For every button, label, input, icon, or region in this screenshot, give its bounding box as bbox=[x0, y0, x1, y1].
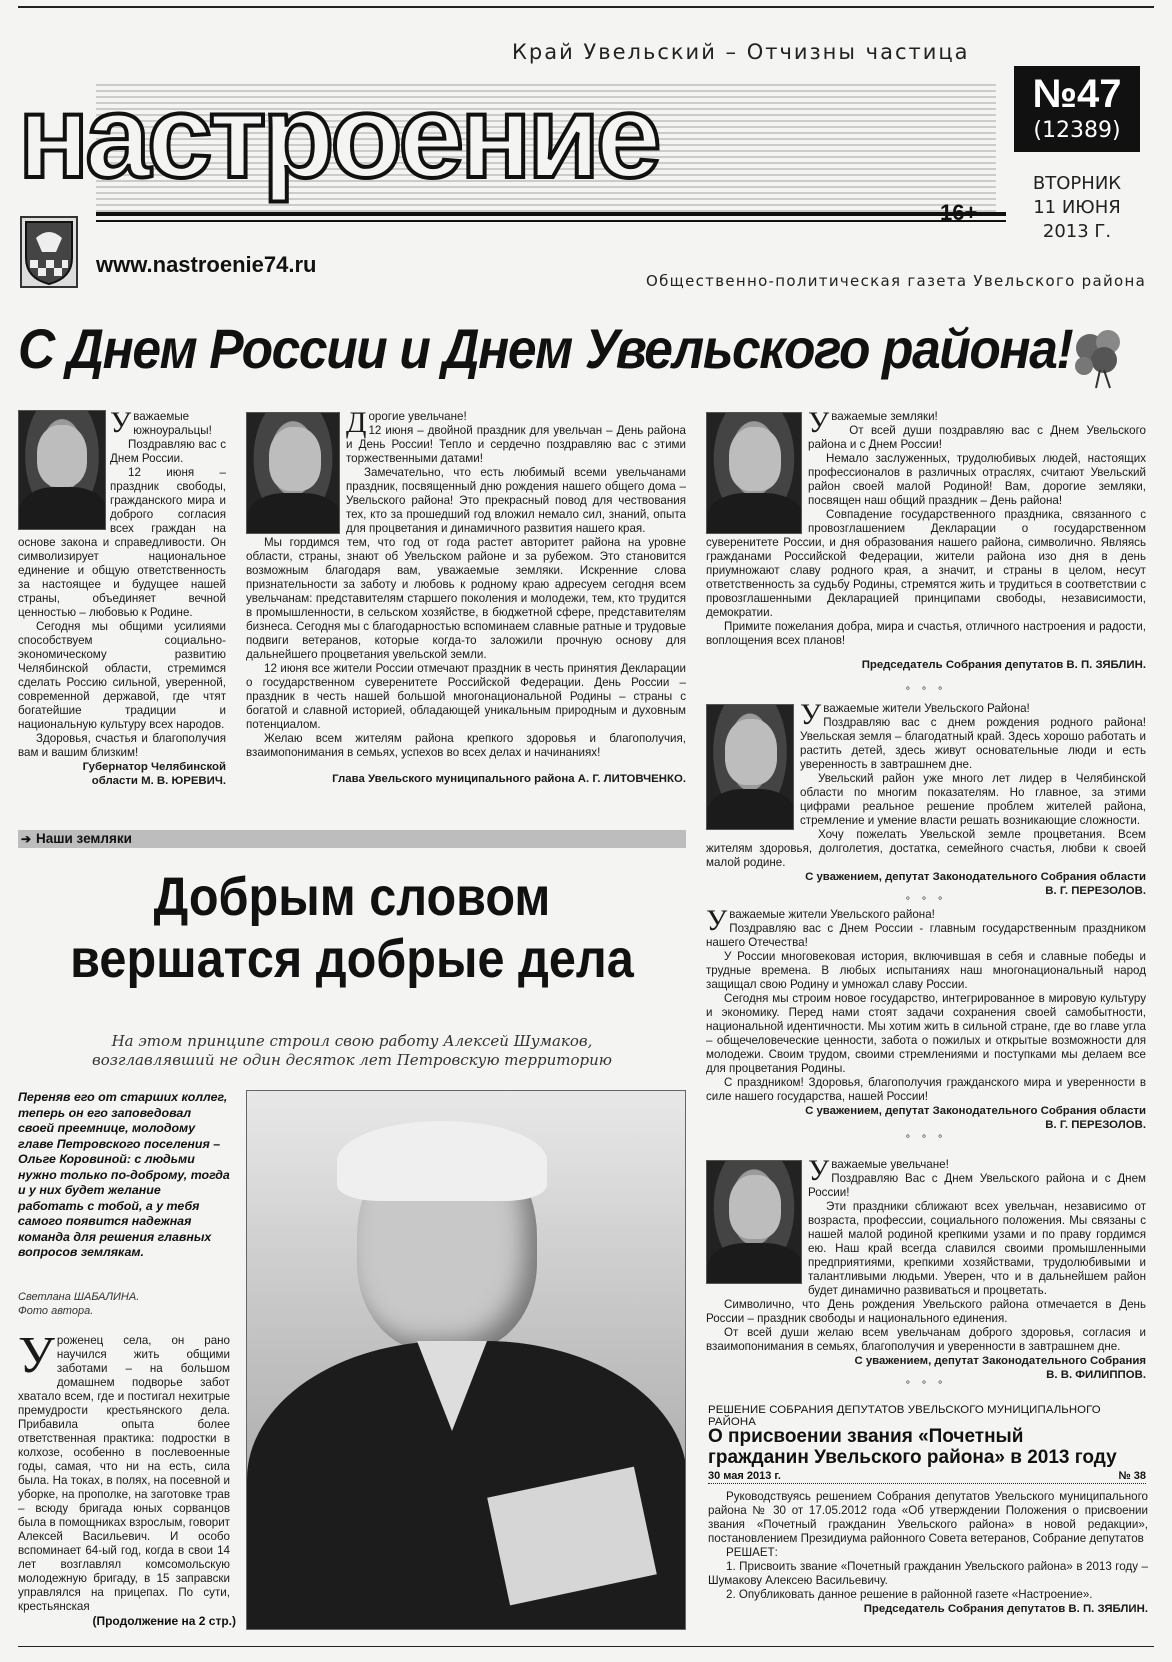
feature-body: Уроженец села, он рано научился жить общими заботами – на большом домашнем подворье забот хватало всем, где и постигал нехитрые премудрости крестьянского дела. Прибавила опыта более ответственная практика: подростки в колхозе, особенно в послевоенные годы, самая, что ни на есть, сила была. На токах, в полях, на посевной и уборке, на прополке, на заготовке трав – всюду бригада юных сорванцов была в помощниках взрослым, говорит Алексей Васильевич. И особо вспоминает 64-ый год, когда в свои 14 лет возглавлял комсомольскую молодежную бригаду, в 15 заправски управлялся на прицепах. По сути, крестьянская bbox=[18, 1327, 230, 1613]
flowers-decoration bbox=[1060, 320, 1140, 390]
masthead-subtitle: Общественно-политическая газета Увельского района bbox=[646, 272, 1147, 290]
issue-total: (12389) bbox=[1033, 118, 1121, 143]
decision-signature: Председатель Собрания депутатов В. П. ЗЯБЛИН. bbox=[863, 1603, 1148, 1615]
district-emblem bbox=[20, 216, 78, 288]
newspaper-logo: настроение bbox=[18, 71, 658, 203]
issue-box bbox=[1014, 66, 1140, 152]
separator-dots: ° ° ° bbox=[905, 686, 947, 697]
signature-filippov: С уважением, депутат Законодательного Собрания В. В. ФИЛИППОВ. bbox=[854, 1355, 1146, 1381]
website-url[interactable]: www.nastroenie74.ru bbox=[96, 252, 317, 277]
bottom-rule bbox=[18, 1646, 1154, 1647]
greeting-deputies-chairman: Уважаемые земляки! От всей души поздравляю вас с Днем Увельского района и с Днем России! Немало заслуженных, трудолюбивых людей, настоящих профессионалов в различных отраслях, считают Увельский район своей малой Родиной! Вам, дорогие земляки, посвящен наш общий праздник – День района! Совпадение государственного праздника, связанного с провозглашением Декларации о государственном суверенитете России, и дня образования нашего района, символично. Являясь гражданами Российской Федерации, жители района изо дня в день приумножают славу родного края, а значит, и страны в целом, несут ответственность за судьбу Родины, стремятся жить и трудиться в соответствии с провозглашенными Декларацией принципами свободы, независимости, демократии. Примите пожелания добра, мира и счастья, отличного настроения и радости, воплощения всех планов! Председатель Собрания депутатов В. П. ЗЯБЛИН. bbox=[706, 406, 1146, 671]
continued-note[interactable]: (Продолжение на 2 стр.) bbox=[92, 1614, 236, 1628]
signature-governor: Губернатор Челябинской области М. В. ЮРЕВИЧ. bbox=[82, 761, 226, 787]
author: Светлана ШАБАЛИНА. bbox=[18, 1291, 140, 1303]
logo-underline bbox=[96, 212, 1006, 216]
issue-date bbox=[1014, 172, 1140, 244]
greeting-perezolov-district: Уважаемые жители Увельского Района! Поздравляю вас с днем рождения родного района! Увельская земля – благодатный край. Здесь хорошо работать и растить детей, здесь живут основательные люди и есть уверенность в завтрашнем дне. Увельский район уже много лет лидер в Челябинской области по многим показателям. Но главное, за этими цифрами реальное решение проблем жителей района, стремление и умение власти решать возникающие сложности. Хочу пожелать Увельской земле процветания. Всем жителям здоровья, долголетия, достатка, семейного счастья, любви к своей малой родине. С уважением, депутат Законодательного Собрания области В. Г. ПЕРЕЗОЛОВ. bbox=[706, 698, 1146, 897]
decision-meta bbox=[708, 1470, 1146, 1484]
feature-title: Добрым словом вершатся добрые дела bbox=[70, 867, 634, 989]
decision-title: О присвоении звания «Почетный гражданин Увельского района» в 2013 году bbox=[708, 1426, 1117, 1468]
photo-credit: Фото автора. bbox=[18, 1305, 94, 1317]
photo-shumakov bbox=[246, 1090, 686, 1630]
issue-year: 2013 Г. bbox=[1042, 221, 1112, 242]
decision-date: 30 мая 2013 г. bbox=[708, 1470, 785, 1482]
flowers-icon bbox=[1060, 320, 1140, 390]
decision-number: № 38 bbox=[1114, 1470, 1146, 1482]
signature-litovchenko: Глава Увельского муниципального района А. Г. ЛИТОВЧЕНКО. bbox=[332, 773, 686, 785]
separator-dots: ° ° ° bbox=[905, 1380, 947, 1391]
greeting-governor: Уважаемые южноуральцы! Поздравляю вас с Днем России. 12 июня – праздник свободы, гражданского мира и доброго согласия всех граждан на основе закона и справедливости. Он символизирует национальное единение и общую ответственность за настоящее и будущее нашей страны, объединяет вечной ценностью – любовью к Родине. Сегодня мы общими усилиями способствуем социально-экономическому развитию Челябинской области, стремимся сделать Россию сильной, уверенной, современной державой, где чтят богатейшие традиции и национальную культуру всех народов. Здоровья, счастья и благополучия вам и вашим близким! Губернатор Челябинской области М. В. ЮРЕВИЧ. bbox=[18, 406, 226, 787]
feature-intro: Переняв его от старших коллег, теперь он его заповедовал своей преемнице, молодому главе Петровского поселения – Ольге Коровиной: с людьми нужно только по-доброму, тогда и у них будет желание работать с тобой, а у тебя самого появится надежная команда для решения главных вопросов землякам. bbox=[18, 1090, 230, 1259]
decision-kicker: РЕШЕНИЕ СОБРАНИЯ ДЕПУТАТОВ УВЕЛЬСКОГО МУНИЦИПАЛЬНОГО РАЙОНА bbox=[708, 1404, 1101, 1428]
masthead-slogan: Край Увельский – Отчизны частица bbox=[512, 40, 970, 64]
signature-perezolov-2: С уважением, депутат Законодательного Собрания области В. Г. ПЕРЕЗОЛОВ. bbox=[805, 1105, 1146, 1131]
separator-dots: ° ° ° bbox=[905, 896, 947, 907]
feature-lead: На этом принципе строил свою работу Алексей Шумаков, возглавлявший не один десяток лет Петровскую территорию bbox=[91, 1032, 612, 1069]
top-rule bbox=[18, 6, 1154, 8]
rubric-nashi-zemlyaki: ➔ Наши земляки bbox=[18, 830, 686, 848]
age-rating: 16+ bbox=[940, 200, 978, 225]
emblem-icon bbox=[22, 218, 76, 286]
greeting-filippov: Уважаемые увельчане! Поздравляю Вас с Днем Увельского района и с Днем России! Эти праздники сближают всех увельчан, независимо от возраста, профессии, социального положения. Мы связаны с нашей малой родиной крепкими узами и по праву гордимся ею. Наш край всегда славился своими промышленными предприятиями, крепкими хозяйствами, трудолюбивыми и талантливыми людьми. Уверен, что и в дальнейшем район будет динамично развиваться и процветать. Символично, что День рождения Увельского района отмечается в День России – праздник свободы и национального единения. От всей души желаю всем увельчанам доброго здоровья, согласия и взаимопонимания в семьях, благополучия и уверенности в завтрашнем дне. С уважением, депутат Законодательного Собрания В. В. ФИЛИППОВ. bbox=[706, 1154, 1146, 1381]
logo-underline-thin bbox=[96, 220, 1006, 222]
issue-day: 11 ИЮНЯ bbox=[1033, 197, 1121, 218]
separator-dots: ° ° ° bbox=[905, 1134, 947, 1145]
dropcap: У bbox=[110, 406, 132, 439]
signature-perezolov-1: С уважением, депутат Законодательного Собрания области В. Г. ПЕРЕЗОЛОВ. bbox=[805, 871, 1146, 897]
decision-body: Руководствуясь решением Собрания депутатов Увельского муниципального района № 30 от 17.05.2012 года «Об утверждении Положения о присвоении звания «Почетный гражданин Увельского района» в новой редакции», постановлением Президиума районного Совета ветеранов, Собрание депутатов РЕШАЕТ: 1. Присвоить звание «Почетный гражданин Увельского района» в 2013 году – Шумакову Алексею Васильевичу. 2. Опубликовать данное решение в районной газете «Настроение». Председатель Собрания депутатов В. П. ЗЯБЛИН. bbox=[708, 1490, 1148, 1615]
signature-zyablin: Председатель Собрания депутатов В. П. ЗЯБЛИН. bbox=[861, 659, 1146, 671]
greeting-perezolov-russia: Уважаемые жители Увельского района! Поздравляю вас с Днем России - главным государственным праздником нашего Отечества! У России многовековая история, включившая в себя и славные победы и трудные времена. В любых испытаниях наш многонациональный народ защищал свою Родину и умножал славу России. Сегодня мы строим новое государство, интегрированное в мировую культуру и экономику. Перед нами стоят задачи сохранения своей самобытности, национальной идентичности. Мы хотим жить в сильной стране, где во главе угла – общечеловеческие ценности, забота о пожилых и открытые возможности для молодежи. Своим трудом, своими стремлениями и поступками мы делаем все для процветания Родины. С праздником! Здоровья, благополучия гражданского мира и уверенности в силе нашего государства, нашей России! С уважением, депутат Законодательного Собрания области В. Г. ПЕРЕЗОЛОВ. bbox=[706, 904, 1146, 1131]
main-headline: С Днем России и Днем Увельского района! bbox=[18, 317, 1073, 380]
issue-number: №47 bbox=[1032, 72, 1122, 116]
feature-byline bbox=[18, 1290, 230, 1318]
greeting-head-of-district: Дорогие увельчане! 12 июня – двойной праздник для увельчан – День района и День России! Тепло и сердечно поздравляю вас с этими торжественными датами! Замечательно, что есть любимый всеми увельчанами праздник, посвященный дню рождения нашего общего дома – Увельского района! Это прекрасный повод для чествования тех, кто за прошедший год вложил немало сил, знаний, опыта для процветания и динамичного развития нашего края. Мы гордимся тем, что год от года растет авторитет района на уровне области, страны, знают об Увельском районе и за рубежом. Это становится возможным благодаря вам, уважаемые земляки. Искренние слова признательности за заботу и любовь к родному краю адресуем сегодня всем увельчанам: представителям старшего поколения и молодежи, тем, кто трудится в промышленности, в сельском хозяйстве, в бюджетной сфере, представителям бизнеса. Сегодня мы с благодарностью вспоминаем славные ратные и трудовые подвиги ветеранов, которые когда-то заложили прочную основу для дальнейшего процветания увельской земли. 12 июня все жители России отмечают праздник в честь принятия Декларации о государственном суверенитете Российской Федерации. День России – праздник в честь нашей большой многонациональной Родины – страны с богатой и славной историей, обладающей уникальным природным и духовным потенциалом. Желаю всем жителям района крепкого здоровья и благополучия, взаимопонимания в семьях, успехов во всех делах и начинаниях! Глава Увельского муниципального района А. Г. ЛИТОВЧЕНКО. bbox=[246, 406, 686, 785]
issue-weekday: ВТОРНИК bbox=[1032, 173, 1122, 194]
